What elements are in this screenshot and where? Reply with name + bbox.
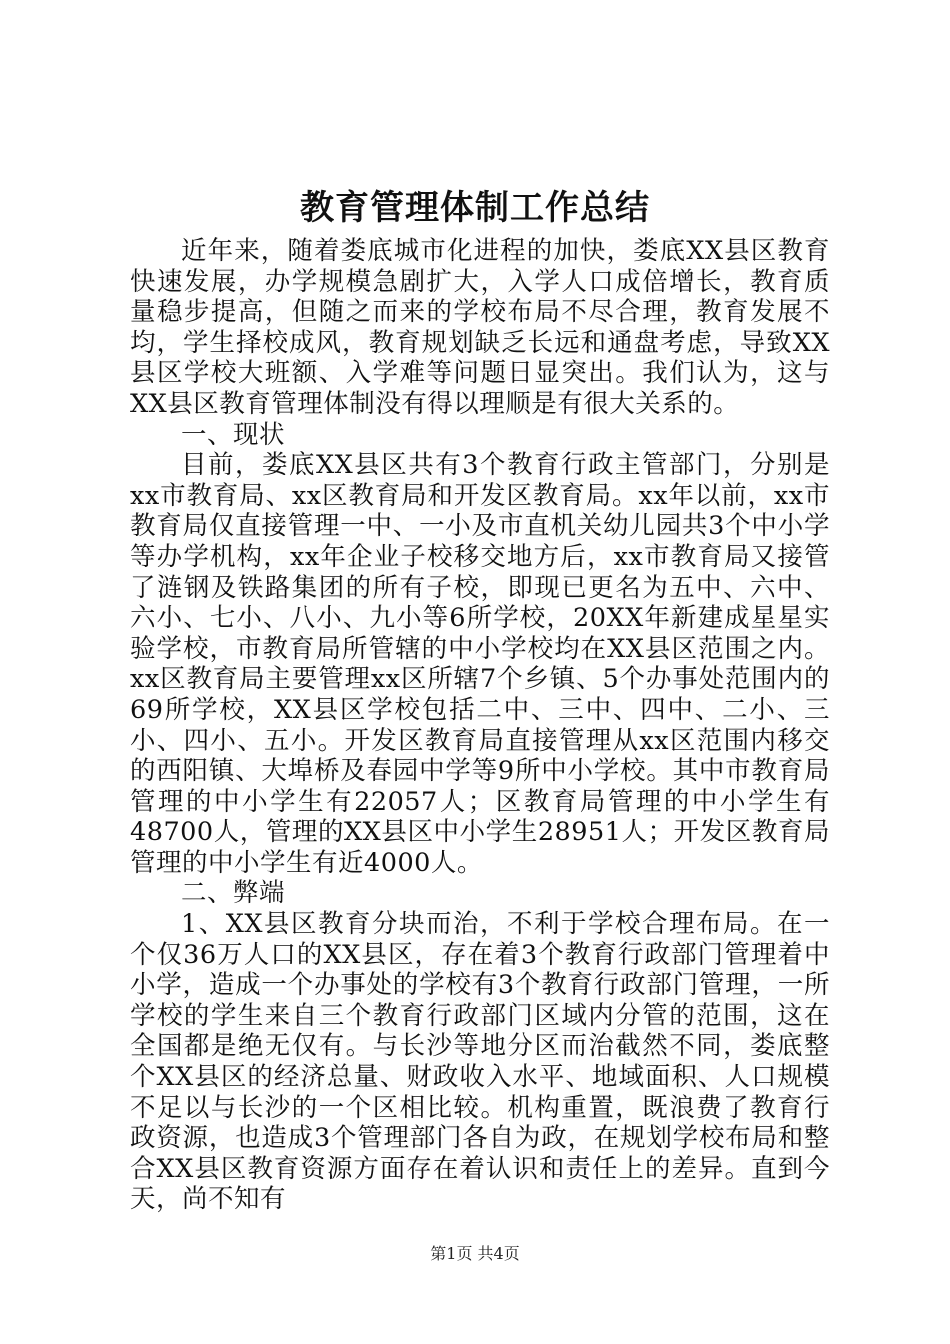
intro-paragraph: 近年来，随着娄底城市化进程的加快，娄底XX县区教育快速发展，办学规模急剧扩大，入学人口成倍增长，教育质量稳步提高，但随之而来的学校布局不尽合理，教育发展不均，学生择校成风，教育规划缺乏长远和通盘考虑，导致XX县区学校大班额、入学难等问题日显突出。我们认为，这与XX县区教育管理体制没有得以理顺是有很大关系的。: [130, 236, 830, 419]
document-body: [130, 236, 830, 1215]
document-title: 教育管理体制工作总结: [300, 188, 650, 228]
status-paragraph: 目前，娄底XX县区共有3个教育行政主管部门，分别是xx市教育局、xx区教育局和开发区教育局。xx年以前，xx市教育局仅直接管理一中、一小及市直机关幼儿园共3个中小学等办学机构，xx年企业子校移交地方后，xx市教育局又接管了涟钢及铁路集团的所有子校，即现已更名为五中、六中、六小、七小、八小、九小等6所学校，20XX年新建成星星实验学校，市教育局所管辖的中小学校均在XX县区范围之内。xx区教育局主要管理xx区所辖7个乡镇、5个办事处范围内的69所学校，XX县区学校包括二中、三中、四中、二小、三小、四小、五小。开发区教育局直接管理从xx区范围内移交的西阳镇、大埠桥及春园中学等9所中小学校。其中市教育局管理的中小学生有22057人；区教育局管理的中小学生有48700人，管理的XX县区中小学生28951人；开发区教育局管理的中小学生有近4000人。: [130, 450, 830, 878]
section-heading-drawbacks: 二、弊端: [181, 878, 286, 909]
section-heading-status: 一、现状: [181, 419, 286, 450]
page-footer: 第1页 共4页: [430, 1244, 520, 1263]
drawbacks-paragraph: 1、XX县区教育分块而治，不利于学校合理布局。在一个仅36万人口的XX县区，存在着3个教育行政部门管理着中小学，造成一个办事处的学校有3个教育行政部门管理，一所学校的学生来自三个教育行政部门区域内分管的范围，这在全国都是绝无仅有。与长沙等地分区而治截然不同，娄底整个XX县区的经济总量、财政收入水平、地域面积、人口规模不足以与长沙的一个区相比较。机构重置，既浪费了教育行政资源，也造成3个管理部门各自为政，在规划学校布局和整合XX县区教育资源方面存在着认识和责任上的差异。直到今天，尚不知有: [130, 909, 830, 1215]
